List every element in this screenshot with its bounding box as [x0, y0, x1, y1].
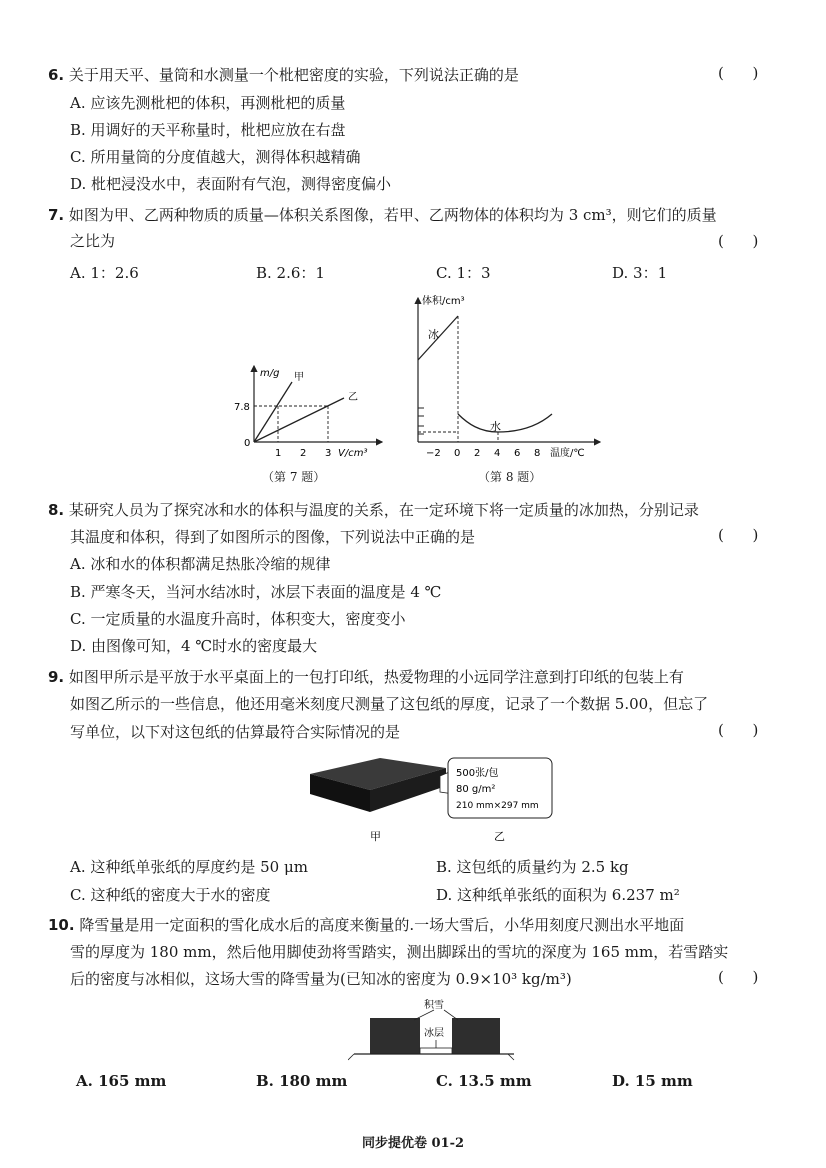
package-label-weight: 80 g/m²	[456, 784, 496, 795]
package-label-count: 500张/包	[456, 768, 499, 779]
q8-number: 8.	[48, 501, 65, 519]
q6-stem-text: 关于用天平、量筒和水测量一个枇杷密度的实验，下列说法正确的是	[68, 66, 519, 84]
q6-stem	[48, 64, 519, 86]
q9-stem-text: 如图甲所示是平放于水平桌面上的一包打印纸，热爱物理的小远同学注意到打印纸的包装上有	[68, 668, 684, 686]
q8-answer-paren: ( )	[718, 526, 759, 544]
fig8-water-label: 水	[490, 420, 501, 433]
q6-option-a: A. 应该先测枇杷的体积，再测枇杷的质量	[70, 94, 346, 112]
q9-option-a: A. 这种纸单张纸的厚度约是 50 μm	[70, 858, 308, 876]
q7-answer-paren: ( )	[718, 232, 759, 250]
fig8-water-curve	[458, 414, 552, 432]
q10-stem-line3: 后的密度与冰相似，这场大雪的降雪量为(已知冰的密度为 0.9×10³ kg/m³)	[70, 970, 572, 988]
ice-layer	[420, 1048, 452, 1054]
q8-stem-text: 某研究人员为了探究冰和水的体积与温度的关系，在一定环境下将一定质量的冰加热，分别记录	[68, 501, 699, 519]
q9-stem-line3: 写单位，以下对这包纸的估算最符合实际情况的是	[70, 723, 401, 741]
fig7-series-jia-label: 甲	[294, 372, 304, 383]
figure-7-graph	[232, 360, 392, 470]
figure-9-paper-pack	[308, 756, 558, 846]
fig8-x-tick-6: 6	[514, 448, 521, 459]
q6-option-b: B. 用调好的天平称量时，枇杷应放在右盘	[70, 121, 346, 139]
figure-8-caption: （第 8 题）	[478, 470, 542, 484]
q8-option-c: C. 一定质量的水温度升高时，体积变大，密度变小	[70, 610, 406, 628]
package-label-size: 210 mm×297 mm	[456, 801, 539, 811]
q9-stem-line2: 如图乙所示的一些信息，他还用毫米刻度尺测量了这包纸的厚度，记录了一个数据 5.00，但忘了	[70, 695, 709, 713]
q10-option-a: A. 165 mm	[76, 1072, 167, 1090]
q10-answer-paren: ( )	[718, 968, 759, 986]
q7-option-b: B. 2.6：1	[256, 264, 325, 282]
snow-block-left	[370, 1018, 420, 1054]
q6-option-d: D. 枇杷浸没水中，表面附有气泡，测得密度偏小	[70, 175, 392, 193]
q10-number: 10.	[48, 916, 75, 934]
fig8-x-tick-m2: −2	[426, 448, 441, 459]
q9-option-c: C. 这种纸的密度大于水的密度	[70, 886, 271, 904]
fig7-origin: 0	[244, 438, 251, 449]
fig8-ice-label: 冰	[428, 328, 439, 341]
figure-7-caption: （第 7 题）	[262, 470, 326, 484]
q6-option-c: C. 所用量筒的分度值越大，测得体积越精确	[70, 148, 361, 166]
fig7-x-label: V/cm³	[338, 448, 368, 459]
q8-stem-line1	[48, 499, 699, 521]
figure-10-snow-diagram	[348, 996, 520, 1064]
fig8-x-label: 温度/℃	[550, 448, 585, 459]
snow-pointer-left	[414, 1010, 434, 1020]
q9-option-d: D. 这种纸单张纸的面积为 6.237 m²	[436, 886, 680, 904]
q9-option-b: B. 这包纸的质量约为 2.5 kg	[436, 858, 629, 876]
q6-number: 6.	[48, 66, 65, 84]
q8-stem-line2: 其温度和体积，得到了如图所示的图像，下列说法中正确的是	[70, 528, 476, 546]
snow-block-right	[452, 1018, 500, 1054]
fig8-x-tick-8: 8	[534, 448, 541, 459]
fig9-label-yi: 乙	[494, 830, 505, 843]
snow-pointer-right	[444, 1010, 458, 1020]
q10-stem-text: 降雪量是用一定面积的雪化成水后的高度来衡量的.一场大雪后，小华用刻度尺测出水平地面	[79, 916, 685, 934]
fig8-y-label: 体积/cm³	[422, 296, 465, 307]
q10-stem-line1	[48, 914, 684, 936]
fig7-series-yi-label: 乙	[348, 392, 358, 403]
q7-option-a: A. 1：2.6	[70, 264, 139, 282]
q7-stem-line2: 之比为	[70, 232, 116, 250]
q7-stem-line1	[48, 204, 717, 226]
q7-stem-text: 如图为甲、乙两种物质的质量—体积关系图像，若甲、乙两物体的体积均为 3 cm³，则它们的质量	[68, 206, 717, 224]
q9-stem-line1	[48, 666, 684, 688]
snow-label: 积雪	[424, 1000, 444, 1011]
q6-answer-paren: ( )	[718, 64, 759, 82]
fig7-x-tick-1: 1	[275, 448, 282, 459]
fig8-x-tick-4: 4	[494, 448, 501, 459]
q9-number: 9.	[48, 668, 65, 686]
q10-option-b: B. 180 mm	[256, 1072, 348, 1090]
figure-8-graph	[404, 292, 604, 470]
fig7-y-tick: 7.8	[234, 402, 250, 413]
fig7-y-label: m/g	[260, 368, 280, 379]
q10-option-d: D. 15 mm	[612, 1072, 693, 1090]
fig8-x-tick-2: 2	[474, 448, 481, 459]
q9-answer-paren: ( )	[718, 721, 759, 739]
q7-option-c: C. 1：3	[436, 264, 491, 282]
q8-option-a: A. 冰和水的体积都满足热胀冷缩的规律	[70, 555, 331, 573]
fig7-x-tick-2: 2	[300, 448, 307, 459]
q7-option-d: D. 3：1	[612, 264, 668, 282]
q8-option-d: D. 由图像可知，4 ℃时水的密度最大	[70, 637, 318, 655]
q8-option-b: B. 严寒冬天，当河水结冰时，冰层下表面的温度是 4 ℃	[70, 583, 442, 601]
q10-stem-line2: 雪的厚度为 180 mm，然后他用脚使劲将雪踏实，测出脚踩出的雪坑的深度为 165 mm，若雪踏实	[70, 943, 729, 961]
page-footer: 同步提优卷 01-2	[361, 1136, 465, 1151]
fig9-label-jia: 甲	[370, 830, 381, 843]
q7-number: 7.	[48, 206, 65, 224]
fig7-x-tick-3: 3	[325, 448, 332, 459]
ground-hatch-2	[508, 1054, 514, 1060]
ice-layer-label: 冰层	[424, 1028, 444, 1039]
q10-option-c: C. 13.5 mm	[436, 1072, 532, 1090]
ground-hatch-1	[348, 1054, 354, 1060]
fig8-x-tick-0: 0	[454, 448, 461, 459]
